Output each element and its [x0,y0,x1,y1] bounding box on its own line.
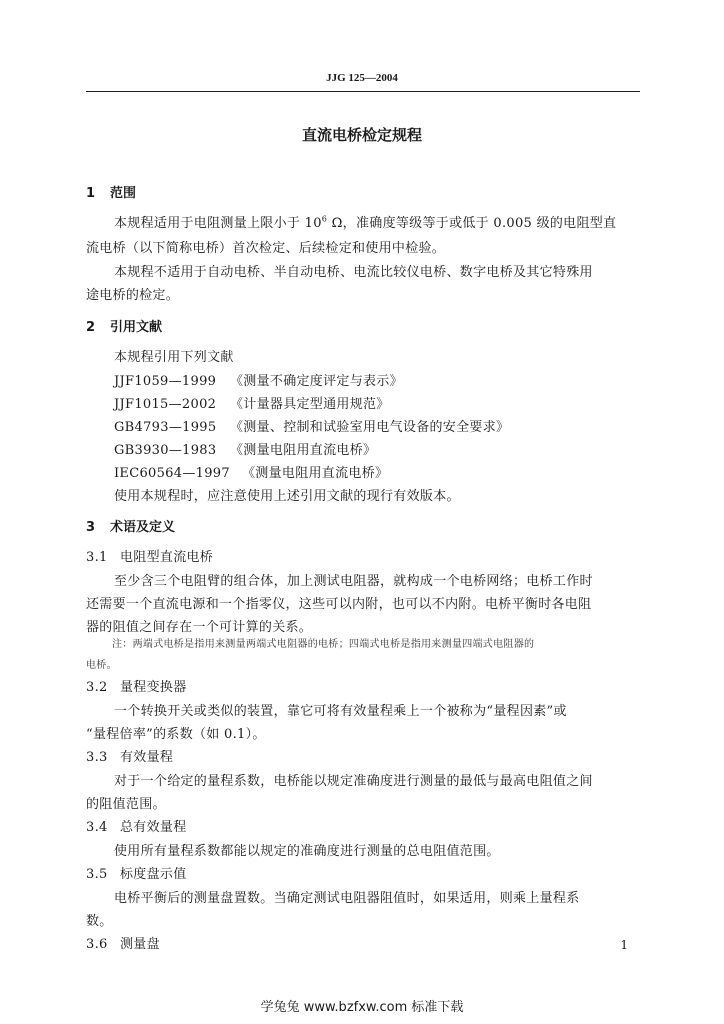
section-title: 引用文献 [110,320,163,335]
section-3-heading [86,516,175,535]
document-title: 直流电桥检定规程 [301,126,422,144]
reference-item: GB3930—1983 《测量电阻用直流电桥》 [114,443,377,458]
section-number: 3 [86,520,96,535]
references-closing: 使用本规程时，应注意使用上述引用文献的现行有效版本。 [114,489,460,504]
section-1-heading [86,182,136,201]
reference-item: IEC60564—1997 《测量电阻用直流电桥》 [114,466,389,481]
section-title: 范围 [110,186,137,201]
section-title: 术语及定义 [110,520,176,535]
def-3-3-line1: 对于一个给定的量程系数，电桥能以规定准确度进行测量的最低与最高电阻值之间 [114,774,593,789]
subsection-3-4: 3.4 总有效量程 [86,820,187,835]
note-line1: 注：两端式电桥是指用来测量两端式电阻器的电桥；四端式电桥是指用来测量四端式电阻器的 [112,639,535,650]
reference-item: JJF1059—1999 《测量不确定度评定与表示》 [114,374,403,389]
references-intro: 本规程引用下列文献 [114,350,234,365]
s1-para2-line1: 本规程不适用于自动电桥、半自动电桥、电流比较仪电桥、数字电桥及其它特殊用 [114,265,593,280]
reference-item: JJF1015—2002 《计量器具定型通用规范》 [114,397,390,412]
s1-para1-line2: 流电桥（以下简称电桥）首次检定、后续检定和使用中检验。 [86,241,446,256]
subsection-3-1: 3.1 电阻型直流电桥 [86,550,214,565]
s1-para2-line2: 途电桥的检定。 [86,288,180,303]
section-number: 2 [86,320,96,335]
subsection-3-2: 3.2 量程变换器 [86,680,187,695]
site-footer: 学兔兔 www.bzfxw.com 标准下载 [260,1000,464,1015]
def-3-1-line2: 还需要一个直流电源和一个指零仪，这些可以内附，也可以不内附。电桥平衡时各电阻 [86,597,592,612]
page-number: 1 [620,938,628,952]
subsection-3-3: 3.3 有效量程 [86,750,174,765]
section-number: 1 [86,186,96,201]
def-3-1-line3: 器的阻值之间存在一个可计算的关系。 [86,620,313,635]
page-header: JJG 125—2004 [326,72,398,84]
subsection-3-5: 3.5 标度盘示值 [86,867,187,882]
header-rule [86,91,640,92]
section-2-heading [86,316,162,335]
def-3-5-line2: 数。 [86,914,113,929]
def-3-4-line1: 使用所有量程系数都能以规定的准确度进行测量的总电阻值范围。 [114,844,500,859]
def-3-5-line1: 电桥平衡后的测量盘置数。当确定测试电阻器阻值时，如果适用，则乘上量程系 [114,891,580,906]
s1-para1-line1: 本规程适用于电阻测量上限小于 $10^6$ Ω，准确度等级等于或低于 0.005 级的电阻型直 [114,214,617,231]
subsection-3-6: 3.6 测量盘 [86,937,160,952]
reference-item: GB4793—1995 《测量、控制和试验室用电气设备的安全要求》 [114,420,510,435]
def-3-1-line1: 至少含三个电阻臂的组合体，加上测试电阻器，就构成一个电桥网络；电桥工作时 [114,574,593,589]
def-3-2-line1: 一个转换开关或类似的装置，靠它可将有效量程乘上一个被称为“量程因素”或 [114,704,567,719]
def-3-3-line2: 的阻值范围。 [86,797,166,812]
def-3-2-line2: “量程倍率”的系数（如 0.1）。 [86,727,266,742]
note-line2: 电桥。 [86,660,117,671]
